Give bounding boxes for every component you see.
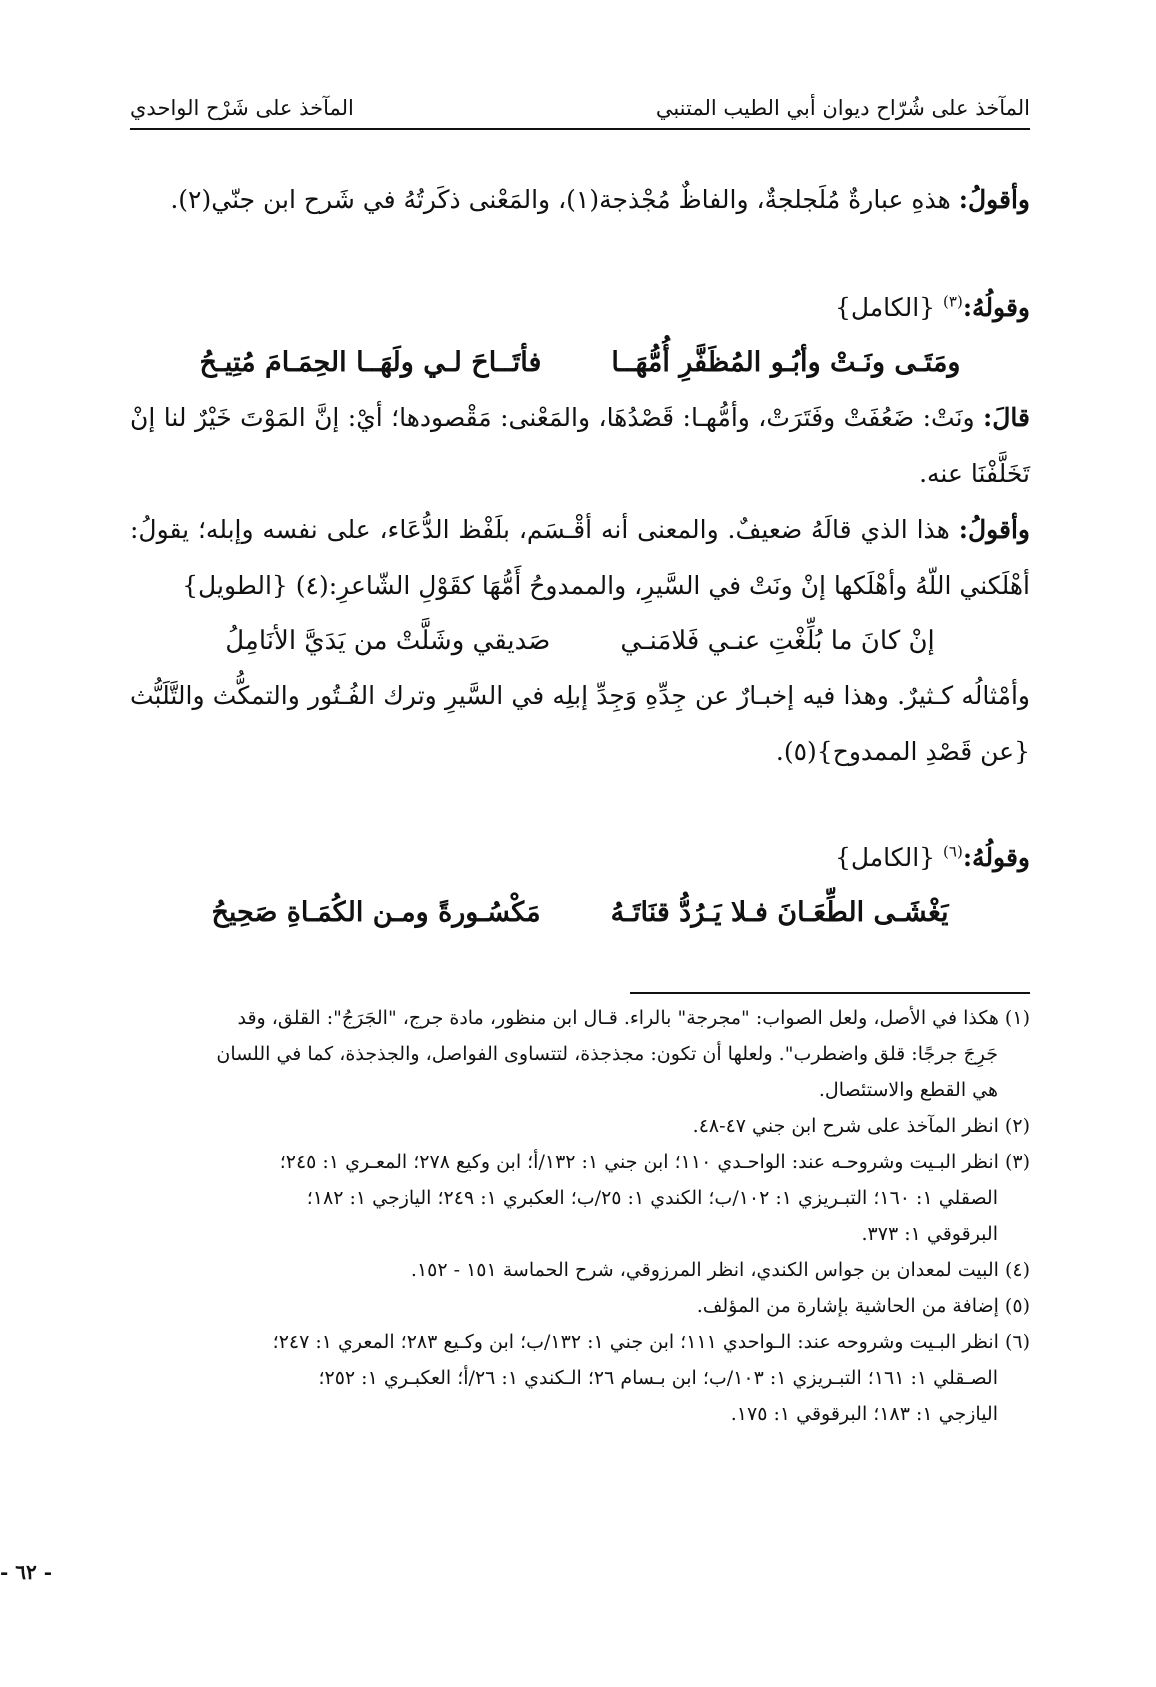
footnote-continuation: الصقلي ١: ١٦٠؛ التبـريزي ١: ١٠٢/ب؛ الكندي ١: ٢٥/ب؛ العكبري ١: ٢٤٩؛ اليازجي ١: ١٨٢؛ — [306, 1187, 998, 1209]
meter-label: {الكامل} — [834, 293, 936, 322]
footnote: (٥) إضافة من الحاشية بإشارة من المؤلف. — [696, 1295, 1030, 1317]
paragraph-text: هذهِ عبارةٌ مُلَجلجةٌ، والفاظٌ مُجْذجة(١)، والمَعْنى ذكَرتُهُ في شَرح ابن جنّي(٢). — [170, 185, 959, 214]
footnote: (٤) البيت لمعدان بن جواس الكندي، انظر المرزوقي، شرح الحماسة ١٥١ - ١٥٢. — [410, 1259, 1030, 1281]
poem-verse-1 — [130, 336, 1030, 390]
verse-second-hemistich: صَديقي وشَلَّتْ من يَدَيَّ الأنَامِلُ — [225, 626, 551, 656]
verse-first-hemistich: يَغْشَـى الطِّعَـانَ فـلا يَـرُدُّ قنَاتَـهُ — [610, 897, 949, 928]
lead-word: قالَ: — [983, 403, 1030, 432]
verse-second-hemistich: مَكْسُـورةً ومـن الكُمَـاةِ صَحِيحُ — [211, 897, 541, 928]
header-book-title: المآخذ على شُرّاح ديوان أبي الطيب المتنبي — [655, 96, 1030, 120]
poem-verse-2 — [130, 886, 1030, 940]
footnote-ref: (٦) — [943, 842, 963, 861]
footnote: (٣) انظر البـيت وشروحـه عند: الواحـدي ١١٠؛ ابن جني ١: ١٣٢/أ؛ ابن وكيع ٢٧٨؛ المعـري ١: ٢٤٥؛ — [279, 1151, 1030, 1173]
paragraph-text: هذا الذي قالَهُ ضعيفٌ. والمعنى أنه أقْـسَم، بلَفْظ الدُّعَاء، على نفسه وإبله؛ يقولُ: أهْلَكني اللّهُ وأهْلَكها إنْ ونَتْ في السَّيرِ، والممدوحُ أَمُّهَا كقَوْلِ الشّاعرِ:(٤) {الطويل} — [130, 515, 1030, 600]
meter-label: {الكامل} — [834, 843, 936, 872]
footnote-continuation: اليازجي ١: ١٨٣؛ البرقوقي ١: ١٧٥. — [730, 1403, 998, 1425]
page-number: - ٦٢ - — [0, 1560, 53, 1584]
lead-word: وأقولُ: — [958, 515, 1030, 544]
verse-second-hemistich: فأتَــاحَ لـي ولَهَــا الحِمَـامَ مُتِيـحُ — [199, 347, 542, 378]
footnote-continuation: هي القطع والاستئصال. — [818, 1079, 998, 1101]
commentary-qal — [130, 390, 1030, 502]
header-chapter-title: المآخذ على شَرْح الواحدي — [130, 96, 354, 120]
verse-intro-2 — [130, 830, 1030, 886]
footnote-continuation: الصـقلي ١: ١٦١؛ التبـريزي ١: ١٠٣/ب؛ ابن بـسام ٢٦؛ الـكندي ١: ٢٦/أ؛ العكبـري ١: ٢٥٢؛ — [318, 1367, 998, 1389]
verse-first-hemistich: ومَتَـى ونَـتْ وأبُـو المُظَفَّرِ أُمُّهَــا — [611, 347, 961, 378]
paragraph-text: ونَتْ: ضَعُفَتْ وفَتَرَتْ، وأمُّهـا: قَصْدُهَا، والمَعْنى: مَقْصودها؛ أيْ: إنَّ المَوْتَ خَيْرٌ لنا إنْ تَخَلَّفْنَا عنه. — [130, 403, 1030, 488]
footnote-ref: (٣) — [943, 292, 963, 311]
commentary-reply — [130, 502, 1030, 614]
footnote-separator — [630, 992, 1030, 994]
main-text — [130, 172, 1030, 940]
commentary-after — [130, 668, 1030, 780]
lead-word: وأقولُ: — [958, 185, 1030, 214]
lead-word: وقولُهُ: — [962, 843, 1030, 872]
quoted-verse — [130, 614, 1030, 668]
footnote-continuation: البرقوقي ١: ٣٧٣. — [861, 1223, 998, 1245]
footnote: (١) هكذا في الأصل، ولعل الصواب: "مجرجة" بالراء. قـال ابن منظور، مادة جرج، "الجَرَجُ": القلق، وقد — [237, 1007, 1030, 1029]
footnotes — [130, 1000, 1030, 1432]
verse-first-hemistich: إنْ كانَ ما بُلِّغْتِ عنـي فَلامَنـي — [620, 626, 935, 656]
footnote: (٦) انظر البـيت وشروحه عند: الـواحدي ١١١؛ ابن جني ١: ١٣٢/ب؛ ابن وكـيع ٢٨٣؛ المعري ١: ٢٤٧؛ — [272, 1331, 1030, 1353]
verse-intro-1 — [130, 280, 1030, 336]
footnote-continuation: جَرِجَ جرجًا: قلق واضطرب". ولعلها أن تكون: مجذجذة، لتتساوى الفواصل، والجذجذة، كما في اللسان — [216, 1043, 998, 1065]
running-header — [130, 88, 1030, 130]
paragraph-text: وأمْثالُه كـثيرٌ. وهذا فيه إخبـارٌ عن جِدِّهِ وَجِدِّ إبلِه في السَّيرِ وترك الفُـتُور والتمكُّث والتَّلَبُّث {عن قَصْدِ الممدوح}(٥). — [130, 681, 1030, 766]
paragraph-1 — [130, 172, 1030, 228]
footnote: (٢) انظر المآخذ على شرح ابن جني ٤٧-٤٨. — [692, 1115, 1030, 1137]
lead-word: وقولُهُ: — [962, 293, 1030, 322]
